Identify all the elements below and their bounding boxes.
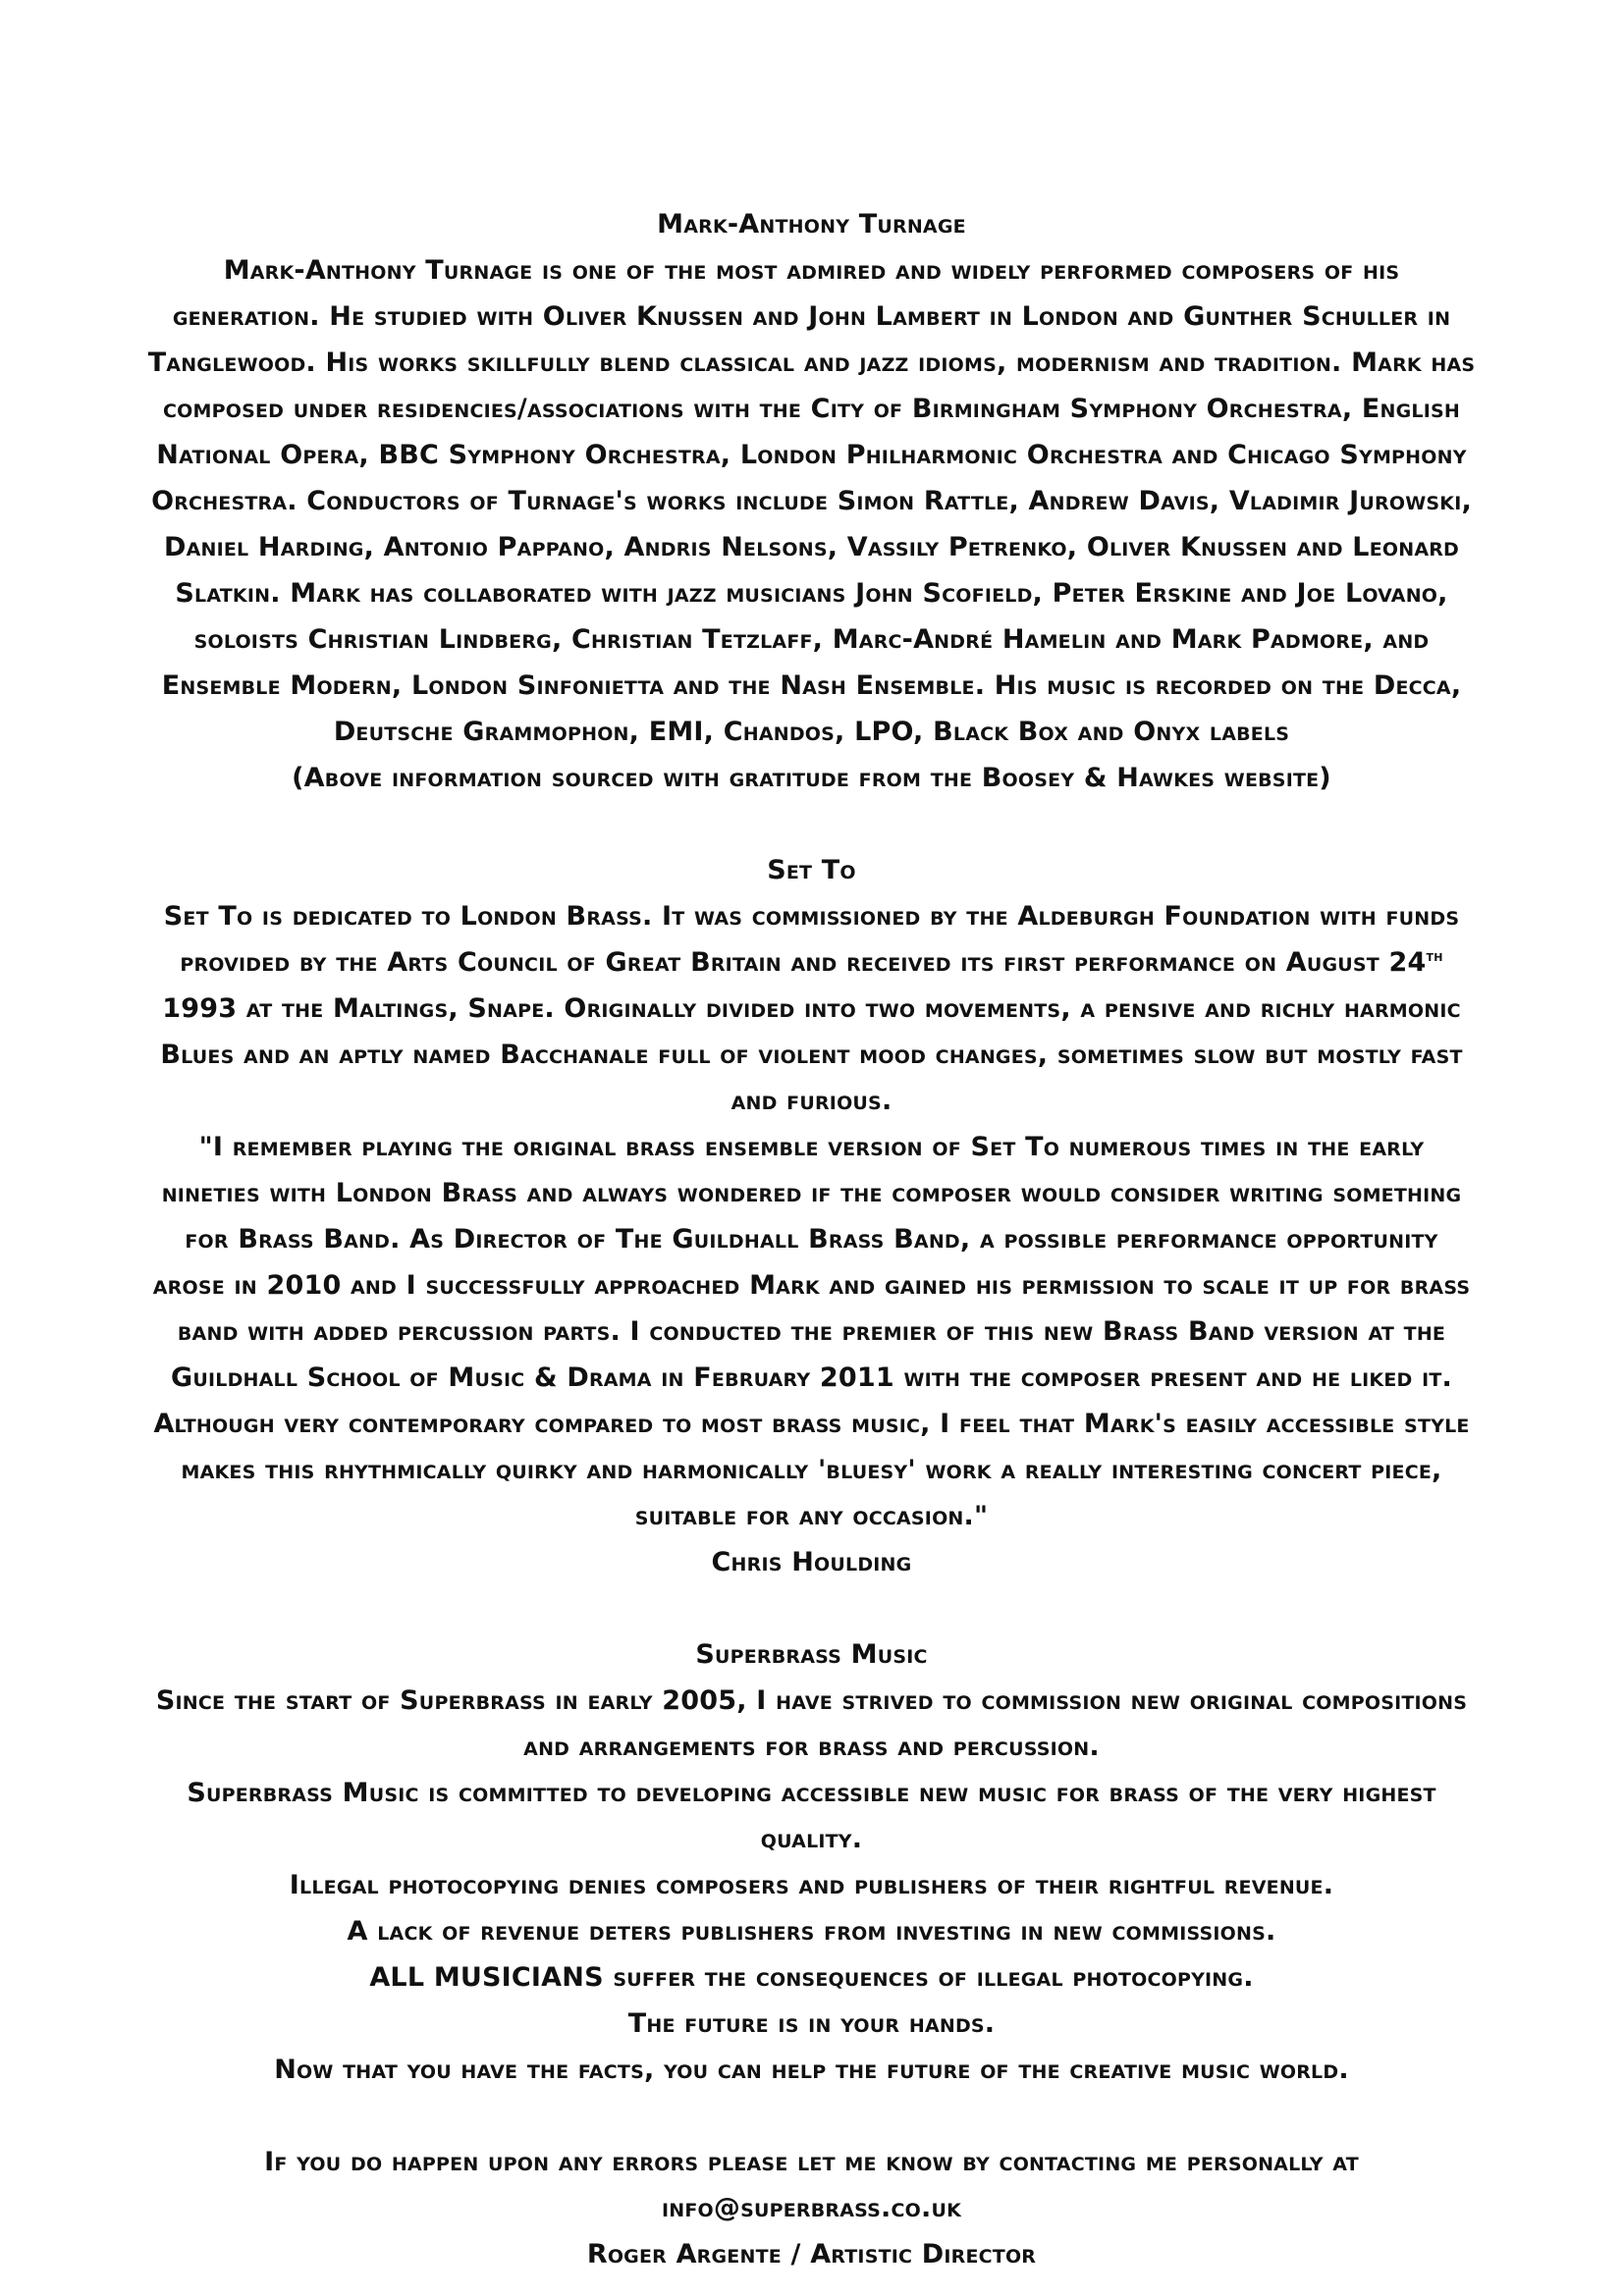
contact-section [147, 2139, 1476, 2277]
set-to-quote: "I remember playing the original brass ensemble version of Set To numerous times in the early nineties with London Brass and always wondered if the composer would consider writing something for Brass Band. As Director of The Guildhall Brass Band, a possible performance opportunity arose in 2010 and I successfully approached Mark and gained his permission to scale it up for brass band with added percussion parts. I conducted the premier of this new Brass Band version at the Guildhall School of Music & Drama in February 2011 with the composer present and he liked it. Although very contemporary compared to most brass music, I feel that Mark's easily accessible style makes this rhythmically quirky and harmonically 'bluesy' work a really interesting concert piece, suitable for any occasion." [152, 1132, 1471, 1531]
set-to-description [147, 893, 1476, 1124]
set-to-description-start: Set To is dedicated to London Brass. It was commissioned by the Aldeburgh Foundation with funds provided by the Arts Council of Great Britain and received its first performance on August 24 [163, 901, 1460, 978]
superbrass-line-7: Now that you have the facts, you can help the future of the creative music world. [274, 2055, 1349, 2085]
ordinal-suffix: th [1426, 947, 1443, 965]
superbrass-heading: Superbrass Music [695, 1639, 928, 1670]
turnage-source-note: (Above information sourced with gratitude from the Boosey & Hawkes website) [292, 763, 1331, 793]
turnage-section [147, 201, 1476, 801]
superbrass-line-2: Superbrass Music is committed to developing accessible new music for brass of the very highest quality. [187, 1778, 1436, 1854]
superbrass-line-1: Since the start of Superbrass in early 2005, I have strived to commission new original compositions and arrangements for brass and percussion. [155, 1685, 1468, 1762]
superbrass-line-5-rest: suffer the consequences of illegal photocopying. [603, 1962, 1254, 1993]
document-page [147, 201, 1476, 2277]
superbrass-line-6: The future is in your hands. [627, 2008, 996, 2039]
quote-author: Chris Houlding [711, 1547, 912, 1577]
turnage-bio: Mark-Anthony Turnage is one of the most admired and widely performed composers of his generation. He studied with Oliver Knussen and John Lambert in London and Gunther Schuller in Tanglewood. His works skillfully blend classical and jazz idioms, modernism and tradition. Mark has composed under residencies/associations with the City of Birmingham Symphony Orchestra, English National Opera, BBC Symphony Orchestra, London Philharmonic Orchestra and Chicago Symphony Orchestra. Conductors of Turnage's works include Simon Rattle, Andrew Davis, Vladimir Jurowski, Daniel Harding, Antonio Pappano, Andris Nelsons, Vassily Petrenko, Oliver Knussen and Leonard Slatkin. Mark has collaborated with jazz musicians John Scofield, Peter Erskine and Joe Lovano, soloists Christian Lindberg, Christian Tetzlaff, Marc-André Hamelin and Mark Padmore, and Ensemble Modern, London Sinfonietta and the Nash Ensemble. His music is recorded on the Decca, Deutsche Grammophon, EMI, Chandos, LPO, Black Box and Onyx labels [147, 255, 1476, 747]
superbrass-line-5 [147, 1954, 1476, 2001]
turnage-heading: Mark-Anthony Turnage [657, 209, 966, 240]
signature: Roger Argente / Artistic Director [586, 2239, 1037, 2269]
all-musicians-emphasis: ALL MUSICIANS [369, 1962, 604, 1993]
section-spacer [147, 2093, 1476, 2139]
superbrass-section [147, 1631, 1476, 2093]
set-to-description-end: 1993 at the Maltings, Snape. Originally divided into two movements, a pensive and richly harmonic Blues and an aptly named Bacchanale full of violent mood changes, sometimes slow but mostly fast and furious. [160, 993, 1463, 1116]
contact-line: If you do happen upon any errors please let me know by contacting me personally at [264, 2147, 1359, 2177]
set-to-heading: Set To [767, 855, 856, 885]
superbrass-line-3: Illegal photocopying denies composers and publishers of their rightful revenue. [289, 1870, 1334, 1900]
contact-email: info@superbrass.co.uk [661, 2193, 962, 2223]
section-spacer [147, 1585, 1476, 1631]
set-to-section [147, 847, 1476, 1585]
superbrass-line-4: A lack of revenue deters publishers from investing in new commissions. [347, 1916, 1276, 1947]
section-spacer [147, 801, 1476, 847]
